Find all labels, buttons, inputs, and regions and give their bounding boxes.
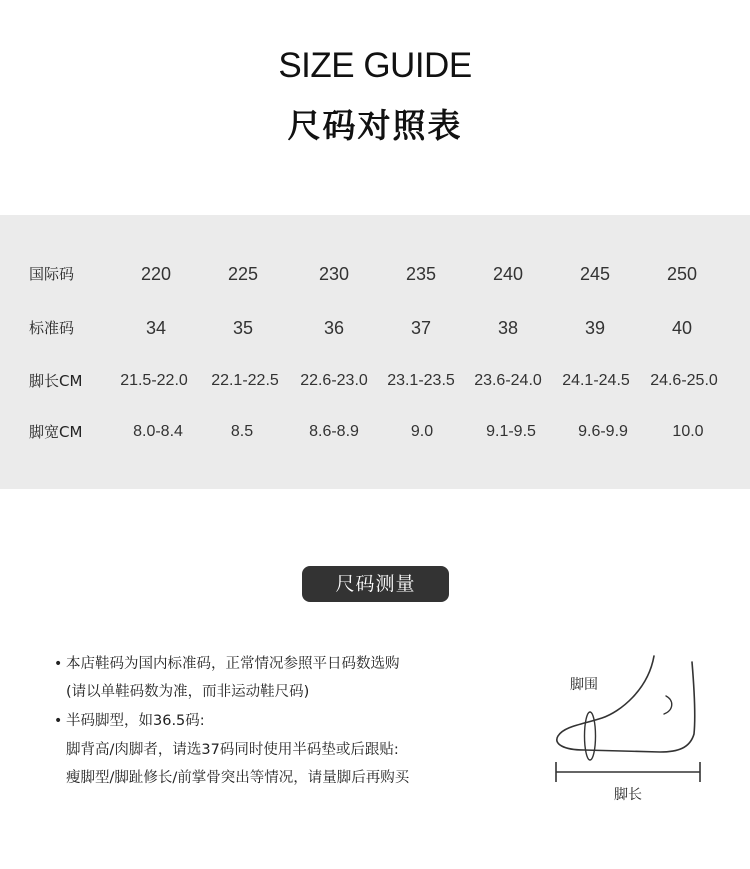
table-row-foot-width [0,417,750,447]
table-cell: 245 [579,264,611,284]
girth-label: 脚围 [570,677,598,693]
length-label: 脚长 [614,787,642,803]
measure-badge: 尺码测量 [302,566,449,602]
table-cell: 34 [145,318,167,338]
table-cell: 220 [140,264,172,284]
table-cell: 8.5 [230,423,254,440]
table-cell: 225 [227,264,259,284]
title-en: SIZE GUIDE [278,46,472,85]
table-cell: 24.6-25.0 [650,372,718,389]
row-label: 标准码 [29,319,75,337]
bullet-icon: • [54,656,63,672]
table-cell: 9.0 [410,423,434,440]
table-row-standard [0,313,750,343]
table-cell: 10.0 [672,423,704,440]
note-line: 瘦脚型/脚趾修长/前掌骨突出等情况，请量脚后再购买 [66,770,410,786]
table-cell: 240 [492,264,524,284]
table-cell: 37 [410,318,432,338]
table-cell: 230 [318,264,350,284]
table-cell: 24.1-24.5 [562,372,630,389]
table-cell: 36 [323,318,345,338]
note-line: 本店鞋码为国内标准码，正常情况参照平日码数选购 [66,656,400,672]
table-cell: 35 [232,318,254,338]
table-cell: 8.0-8.4 [133,423,183,440]
table-cell: 8.6-8.9 [309,423,359,440]
table-cell: 22.1-22.5 [211,372,279,389]
table-cell: 9.6-9.9 [578,423,628,440]
table-cell: 40 [671,318,693,338]
table-cell: 250 [666,264,698,284]
table-cell: 235 [405,264,437,284]
foot-measure-diagram [550,650,720,810]
table-cell: 21.5-22.0 [120,372,188,389]
table-row-international [0,259,750,289]
note-line: 半码脚型，如36.5码: [66,713,205,729]
note-line: 脚背高/肉脚者，请选37码同时使用半码垫或后跟贴: [66,742,399,758]
title-cn: 尺码对照表 [287,106,463,145]
table-cell: 23.6-24.0 [474,372,542,389]
table-cell: 22.6-23.0 [300,372,368,389]
note-line: (请以单鞋码数为准，而非运动鞋尺码) [66,684,310,700]
table-cell: 38 [497,318,519,338]
row-label: 国际码 [29,265,75,283]
table-cell: 23.1-23.5 [387,372,455,389]
row-label: 脚宽CM [29,423,83,441]
size-table [0,215,750,489]
row-label: 脚长CM [29,372,83,390]
table-row-foot-length [0,366,750,396]
table-cell: 9.1-9.5 [486,423,536,440]
bullet-icon: • [54,713,63,729]
table-cell: 39 [584,318,606,338]
